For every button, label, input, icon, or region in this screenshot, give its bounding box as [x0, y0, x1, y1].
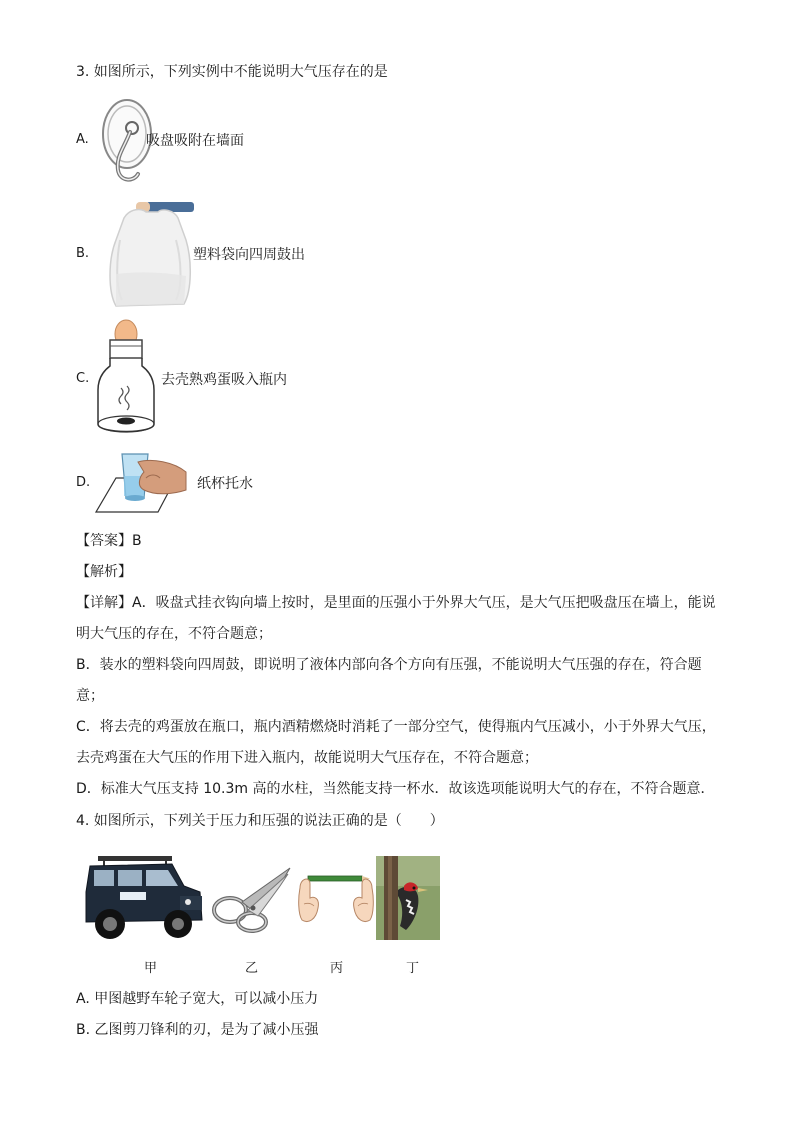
woodpecker-icon: [376, 856, 440, 940]
q4-option-b: B. 乙图剪刀锋利的刃，是为了减小压强: [76, 1022, 319, 1038]
analysis-line: D．标准大气压支持 10.3m 高的水柱，当然能支持一杯水．故该选项能说明大气的存在，不符合题意．: [76, 781, 715, 797]
analysis-line: 【详解】A．吸盘式挂衣钩向墙上按时，是里面的压强小于外界大气压，是大气压把吸盘压在墙上，能说: [76, 595, 716, 611]
option-c-text: 去壳熟鸡蛋吸入瓶内: [161, 372, 287, 388]
analysis-line: C．将去壳的鸡蛋放在瓶口，瓶内酒精燃烧时消耗了一部分空气，使得瓶内气压减小，小于外界大气压，: [76, 719, 716, 735]
option-a-text: 吸盘吸附在墙面: [146, 133, 244, 149]
option-d-text: 纸杯托水: [197, 476, 253, 492]
egg-in-bottle-icon: [94, 318, 158, 436]
pencil-fingers-icon: [296, 868, 376, 928]
answer-line: 【答案】B: [76, 533, 142, 549]
plastic-bag-icon: [106, 200, 196, 312]
off-road-car-icon: [80, 852, 206, 944]
analysis-line: 去壳鸡蛋在大气压的作用下进入瓶内，故能说明大气压存在，不符合题意；: [76, 750, 538, 766]
option-c-label: C.: [76, 371, 90, 386]
suction-hook-icon: [94, 98, 154, 184]
option-d-label: D.: [76, 475, 91, 490]
figure-caption-yi: 乙: [245, 961, 259, 976]
analysis-line: 明大气压的存在，不符合题意；: [76, 626, 272, 642]
paper-card-cup-icon: [94, 448, 194, 516]
figure-caption-jia: 甲: [144, 961, 158, 976]
option-b-label: B.: [76, 246, 90, 261]
figure-caption-bing: 丙: [330, 961, 344, 976]
question-4-stem: 4. 如图所示，下列关于压力和压强的说法正确的是（ ）: [76, 813, 444, 829]
analysis-line: 意；: [76, 688, 104, 704]
figure-caption-ding: 丁: [406, 961, 420, 976]
q4-option-a: A. 甲图越野车轮子宽大，可以减小压力: [76, 991, 319, 1007]
analysis-header: 【解析】: [76, 564, 132, 580]
option-a-label: A.: [76, 132, 89, 147]
analysis-line: B．装水的塑料袋向四周鼓，即说明了液体内部向各个方向有压强，不能说明大气压强的存在，符合题: [76, 657, 702, 673]
scissors-icon: [208, 864, 292, 934]
option-b-text: 塑料袋向四周鼓出: [193, 247, 305, 263]
question-3-stem: 3. 如图所示，下列实例中不能说明大气压存在的是: [76, 64, 388, 80]
